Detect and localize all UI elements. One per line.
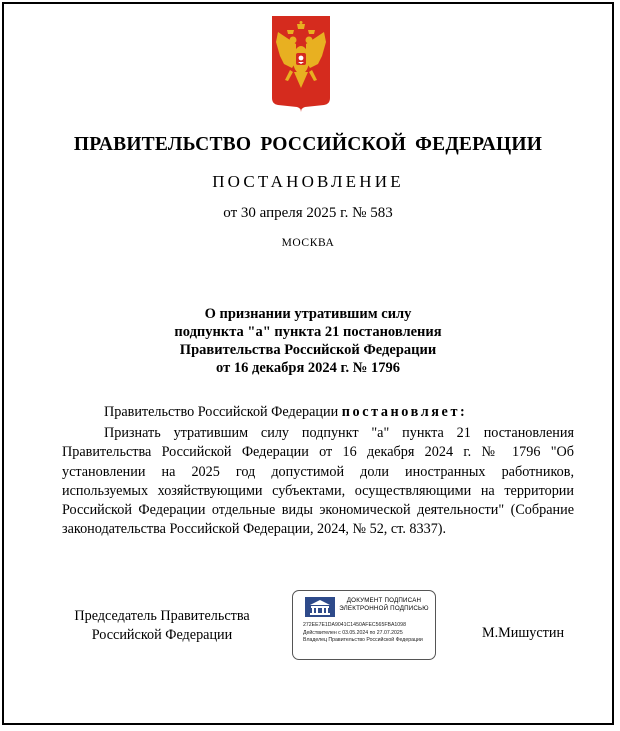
- resolves-prefix: Правительство Российской Федерации: [104, 404, 339, 420]
- stamp-title-line: ЭЛЕКТРОННОЙ ПОДПИСЬЮ: [339, 604, 429, 612]
- document-subject: [64, 305, 552, 377]
- body-text: [62, 424, 574, 540]
- stamp-title: [339, 597, 429, 612]
- subject-line: от 16 декабря 2024 г. № 1796: [216, 360, 400, 376]
- stamp-owner: Владелец Правительство Российской Федерации: [303, 637, 423, 643]
- document-page: [2, 2, 614, 725]
- document-city: МОСКВА: [281, 237, 335, 249]
- document-type: ПОСТАНОВЛЕНИЕ: [212, 172, 404, 191]
- subject-line: подпункта "а" пункта 21 постановления: [174, 324, 442, 340]
- subject-line: О признании утратившим силу: [204, 306, 412, 322]
- signatory-name: М.Мишустин: [482, 625, 565, 641]
- stamp-validity: Действителен с 03.05.2024 по 27.07.2025: [303, 630, 403, 636]
- resolves-line: [104, 404, 467, 421]
- government-title: ПРАВИТЕЛЬСТВО РОССИЙСКОЙ ФЕДЕРАЦИИ: [73, 134, 543, 155]
- signatory-title-line: Председатель Правительства: [74, 608, 250, 624]
- document-date-number: от 30 апреля 2025 г. № 583: [223, 205, 393, 221]
- coat-of-arms-icon: [272, 16, 330, 112]
- subject-line: Правительства Российской Федерации: [179, 342, 437, 358]
- signatory-title: [62, 607, 262, 645]
- stamp-title-line: ДОКУМЕНТ ПОДПИСАН: [346, 597, 422, 604]
- government-building-icon: [305, 597, 335, 617]
- body-paragraph: Признать утратившим силу подпункт "а" пункта 21 постановления Правительства Российской Федерации от 16 декабря 2024 г. № 1796 "Об установлении на 2025 год допустимой доли иностранных работников, используемых хозяйствующими субъектами, осуществляющими на территории Российской Федерации отдельные виды экономической деятельности" (Собрание законодательства Российской Федерации, 2024, № 52, ст. 8337).: [62, 425, 574, 538]
- signatory-title-line: Российской Федерации: [91, 627, 233, 643]
- stamp-certificate: 272EE7E1DA9041C1450AFEC565FBA1098: [303, 622, 406, 628]
- resolves-word: постановляет:: [341, 404, 468, 420]
- electronic-signature-stamp: [292, 590, 436, 660]
